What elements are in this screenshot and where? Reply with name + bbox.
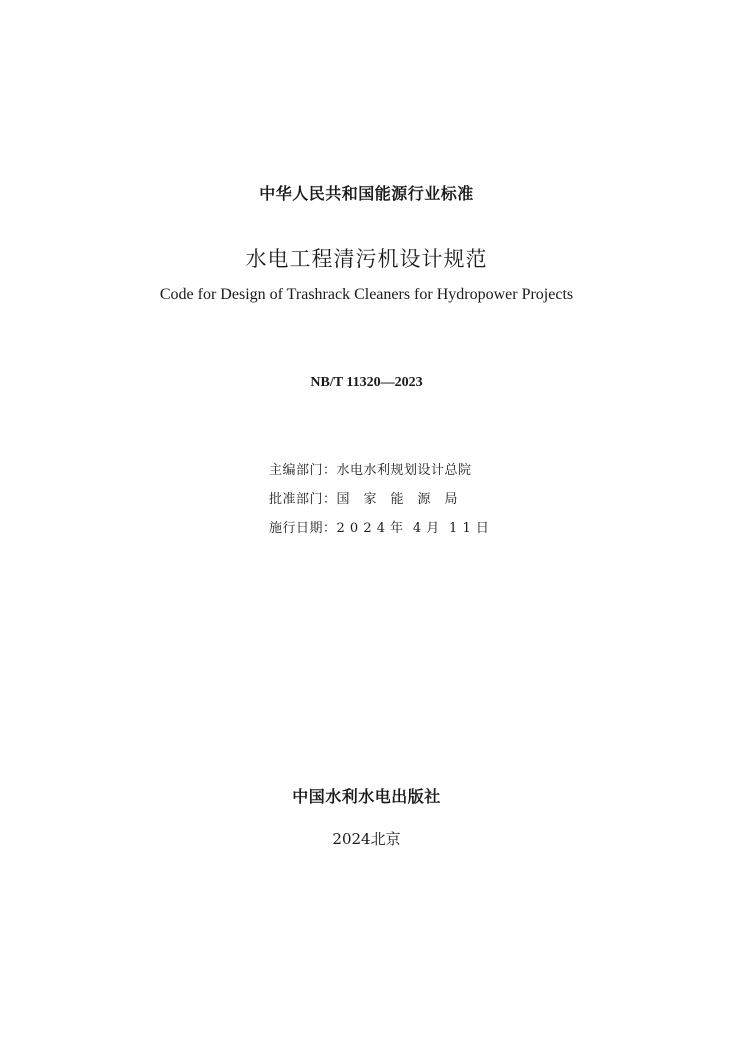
chief-editor-value: 水电水利规划设计总院: [336, 463, 472, 478]
standard-title-english: Code for Design of Trashrack Cleaners for Hydropower Projects: [159, 286, 574, 303]
approver-row: [269, 488, 458, 507]
publisher: 中国水利水电出版社: [292, 787, 441, 806]
approver-value: 国 家 能 源 局: [336, 492, 459, 507]
approver-label: 批准部门：: [269, 492, 337, 507]
issuing-body: 中华人民共和国能源行业标准: [259, 184, 474, 203]
effective-date-row: [269, 517, 489, 536]
effective-date-value: 2 0 2 4 年 4 月 1 1 日: [336, 521, 490, 536]
chief-editor-row: [269, 459, 472, 478]
standard-title-chinese: 水电工程清污机设计规范: [245, 247, 488, 271]
publication-place-year: 2024北京: [332, 830, 401, 848]
standard-code: NB/T 11320—2023: [310, 375, 423, 390]
chief-editor-label: 主编部门：: [269, 463, 337, 478]
effective-date-label: 施行日期：: [269, 521, 337, 536]
